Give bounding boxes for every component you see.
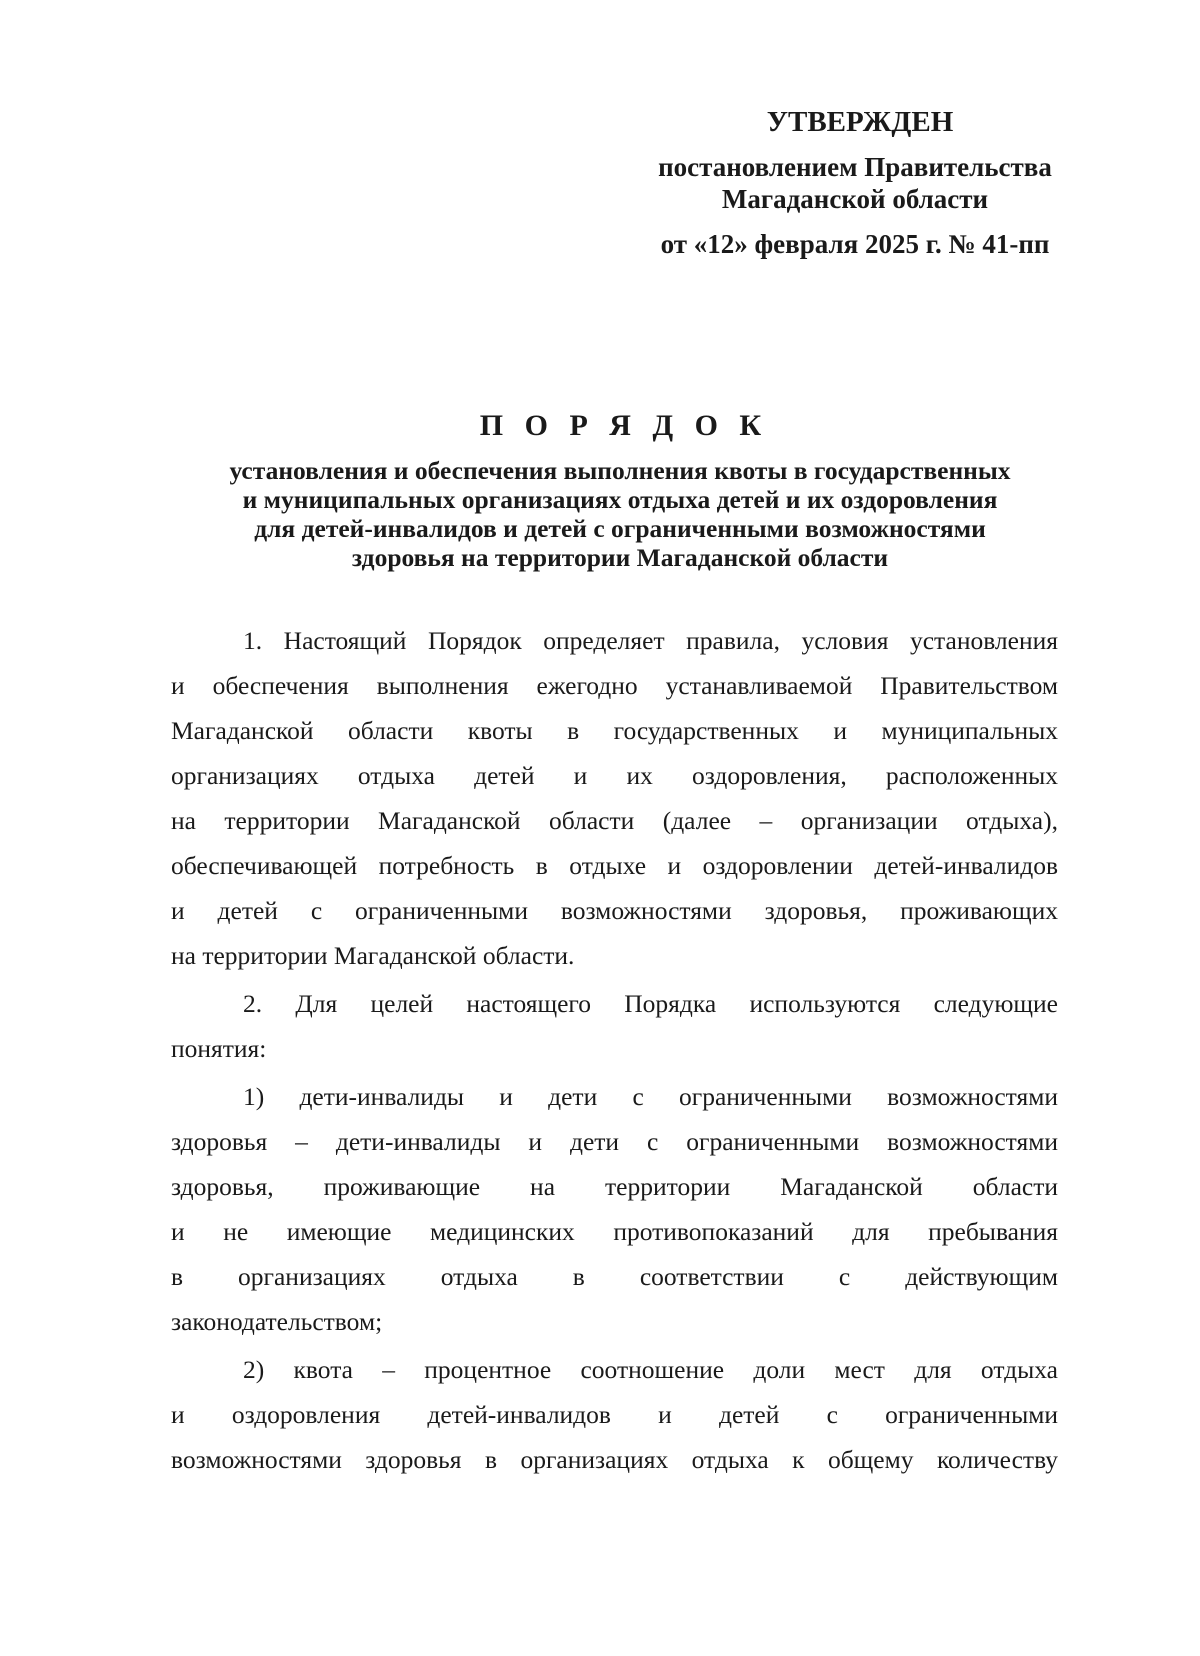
document-subtitle-line: и муниципальных организациях отдыха детей и их оздоровления: [242, 485, 998, 514]
text-line: и оздоровления детей-инвалидов и детей с ограниченными: [171, 1400, 1058, 1429]
paragraph-2: [171, 981, 1058, 1071]
text-line: и детей с ограниченными возможностями здоровья, проживающих: [171, 896, 1058, 925]
text-line: законодательством;: [171, 1307, 383, 1336]
text-line: и обеспечения выполнения ежегодно устанавливаемой Правительством: [171, 671, 1058, 700]
text-line: 1. Настоящий Порядок определяет правила, условия установления: [243, 626, 1058, 655]
text-line: 2) квота – процентное соотношение доли мест для отдыха: [243, 1355, 1058, 1384]
text-line: Магаданской области квоты в государственных и муниципальных: [171, 716, 1058, 745]
definition-item-1: [171, 1074, 1058, 1344]
text-line: понятия:: [171, 1034, 267, 1063]
paragraph-1: [171, 618, 1058, 978]
document-subtitle-line: здоровья на территории Магаданской области: [351, 543, 889, 572]
text-line: здоровья, проживающие на территории Магаданской области: [171, 1172, 1058, 1201]
document-heading: П О Р Я Д О К: [479, 409, 769, 442]
document-body: [171, 618, 1058, 1485]
approval-stamp: [640, 106, 1070, 260]
text-line: возможностями здоровья в организациях отдыха к общему количеству: [171, 1445, 1058, 1474]
approval-issuer-line-1: постановлением Правительства: [658, 152, 1052, 182]
text-line: организациях отдыха детей и их оздоровления, расположенных: [171, 761, 1058, 790]
text-line: в организациях отдыха в соответствии с действующим: [171, 1262, 1058, 1291]
text-line: обеспечивающей потребность в отдыхе и оздоровлении детей-инвалидов: [171, 851, 1058, 880]
approval-date-number: от «12» февраля 2025 г. № 41-пп: [660, 229, 1050, 259]
document-subtitle-line: для детей-инвалидов и детей с ограниченными возможностями: [254, 514, 986, 543]
approved-label: УТВЕРЖДЕН: [766, 106, 954, 138]
text-line: здоровья – дети-инвалиды и дети с ограниченными возможностями: [171, 1127, 1058, 1156]
definition-item-2: [171, 1347, 1058, 1482]
text-line: 1) дети-инвалиды и дети с ограниченными возможностями: [243, 1082, 1058, 1111]
text-line: на территории Магаданской области (далее – организации отдыха),: [171, 806, 1058, 835]
text-line: на территории Магаданской области.: [171, 941, 575, 970]
text-line: 2. Для целей настоящего Порядка используются следующие: [243, 989, 1058, 1018]
text-line: и не имеющие медицинских противопоказаний для пребывания: [171, 1217, 1058, 1246]
document-title: [150, 406, 1090, 572]
document-subtitle-line: установления и обеспечения выполнения квоты в государственных: [229, 456, 1011, 485]
approval-issuer-line-2: Магаданской области: [721, 184, 989, 214]
